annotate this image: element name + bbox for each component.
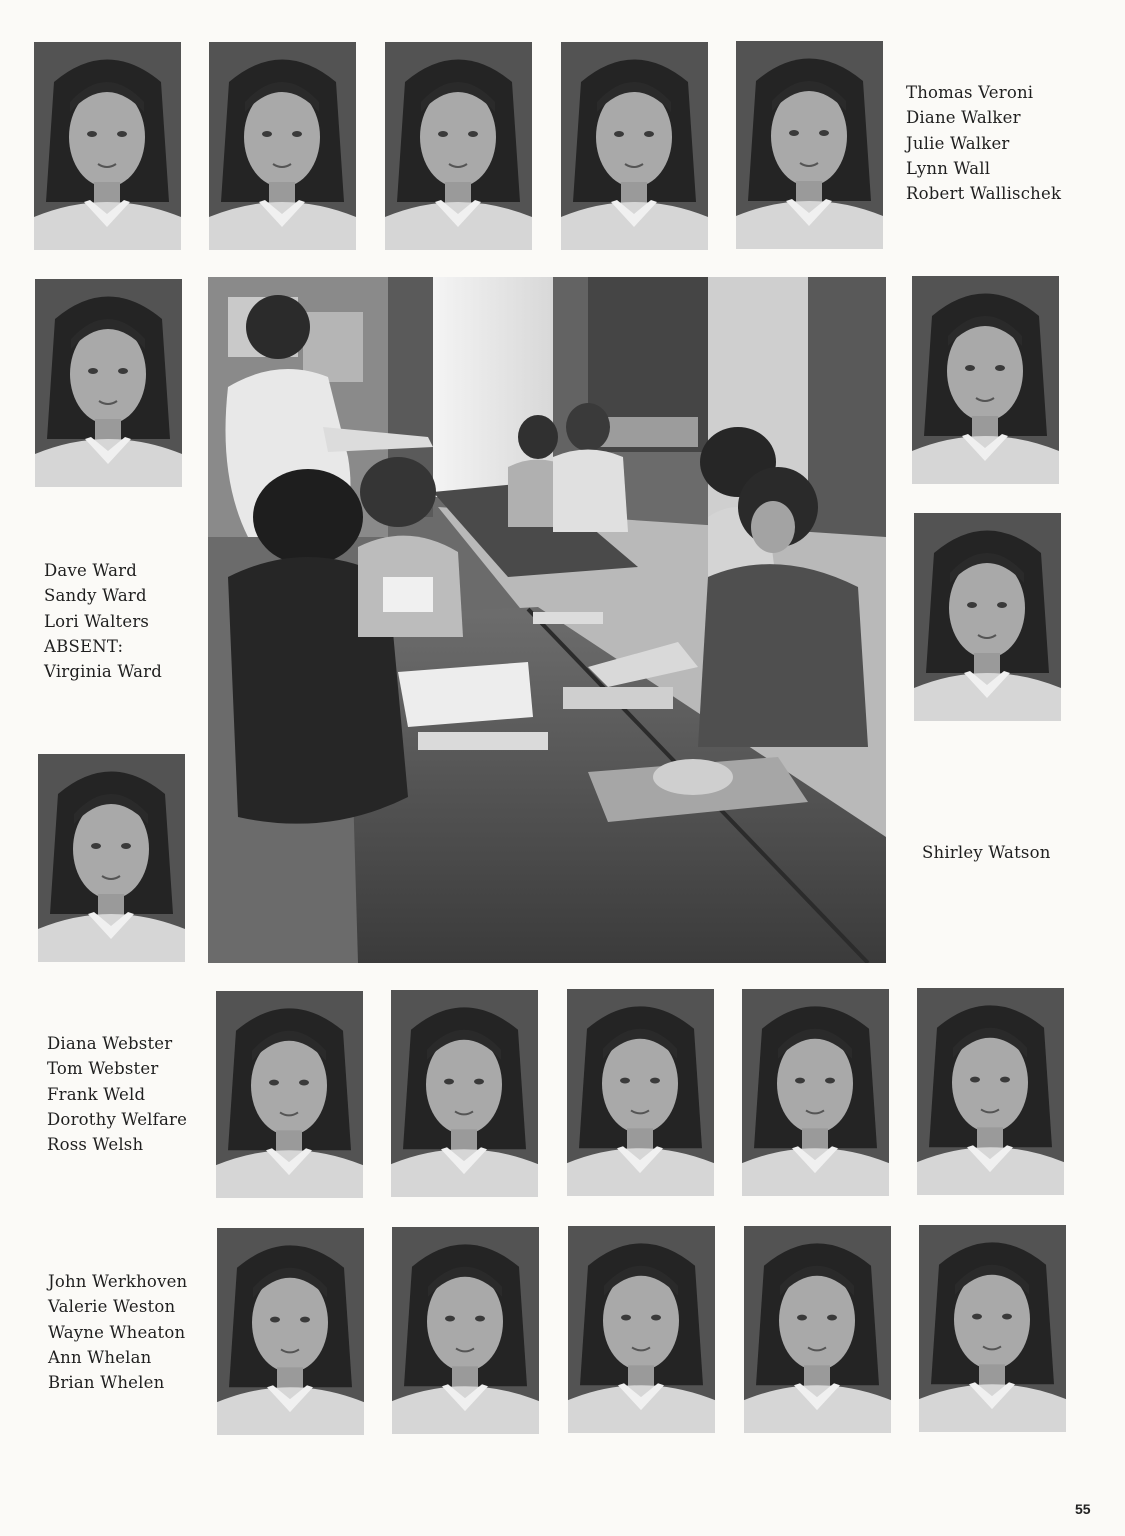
portrait-ross-welsh: [917, 988, 1064, 1195]
name-label: Ann Whelan: [48, 1347, 152, 1367]
portrait-ann-whelan: [744, 1226, 891, 1433]
name-label: Julie Walker: [906, 133, 1010, 153]
name-label: Frank Weld: [47, 1084, 146, 1104]
name-label: Thomas Veroni: [906, 83, 1034, 102]
name-label: Valerie Weston: [48, 1297, 176, 1317]
name-label: Robert Wallischek: [906, 184, 1062, 204]
name-label: Brian Whelen: [48, 1373, 165, 1393]
portrait-robert-wallischek: [736, 41, 883, 249]
name-label: Lori Walters: [44, 611, 150, 631]
portrait-lynn-wall: [561, 42, 708, 250]
name-label: John Werkhoven: [48, 1272, 188, 1291]
portrait-dorothy-welfare: [742, 989, 889, 1196]
cafeteria-group-photo: [208, 277, 886, 963]
portrait-tom-webster: [391, 990, 538, 1197]
portrait-diana-webster: [216, 991, 363, 1198]
portrait-julie-walker: [385, 42, 532, 250]
row3-name-list: [47, 1031, 187, 1157]
portrait-frank-weld: [567, 989, 714, 1196]
portrait-thomas-veroni: [34, 42, 181, 250]
portrait-john-werkhoven: [217, 1228, 364, 1435]
name-label: Diane Walker: [906, 108, 1021, 128]
top-name-list: [906, 80, 1061, 206]
name-label: Virginia Ward: [44, 662, 163, 682]
name-label: Tom Webster: [47, 1059, 159, 1079]
portrait-wayne-wheaton: [568, 1226, 715, 1433]
portrait-sandy-ward: [912, 276, 1059, 484]
name-label: Dorothy Welfare: [47, 1109, 188, 1129]
portrait-dave-ward: [35, 279, 182, 487]
portrait-lori-walters: [38, 754, 185, 962]
name-label: Sandy Ward: [44, 586, 147, 606]
page-number: 55: [1075, 1501, 1091, 1517]
name-label: Lynn Wall: [906, 158, 991, 178]
absent-label: ABSENT:: [44, 636, 124, 656]
row4-name-list: [48, 1269, 187, 1395]
right-caption: Shirley Watson: [922, 843, 1051, 862]
name-label: Dave Ward: [44, 561, 138, 580]
name-label: Ross Welsh: [47, 1135, 144, 1155]
portrait-brian-whelen: [919, 1225, 1066, 1432]
portrait-valerie-weston: [392, 1227, 539, 1434]
left-name-list: [44, 558, 162, 684]
name-label: Diana Webster: [47, 1034, 173, 1053]
name-label: Wayne Wheaton: [48, 1322, 186, 1342]
portrait-diane-walker: [209, 42, 356, 250]
portrait-shirley-watson: [914, 513, 1061, 721]
